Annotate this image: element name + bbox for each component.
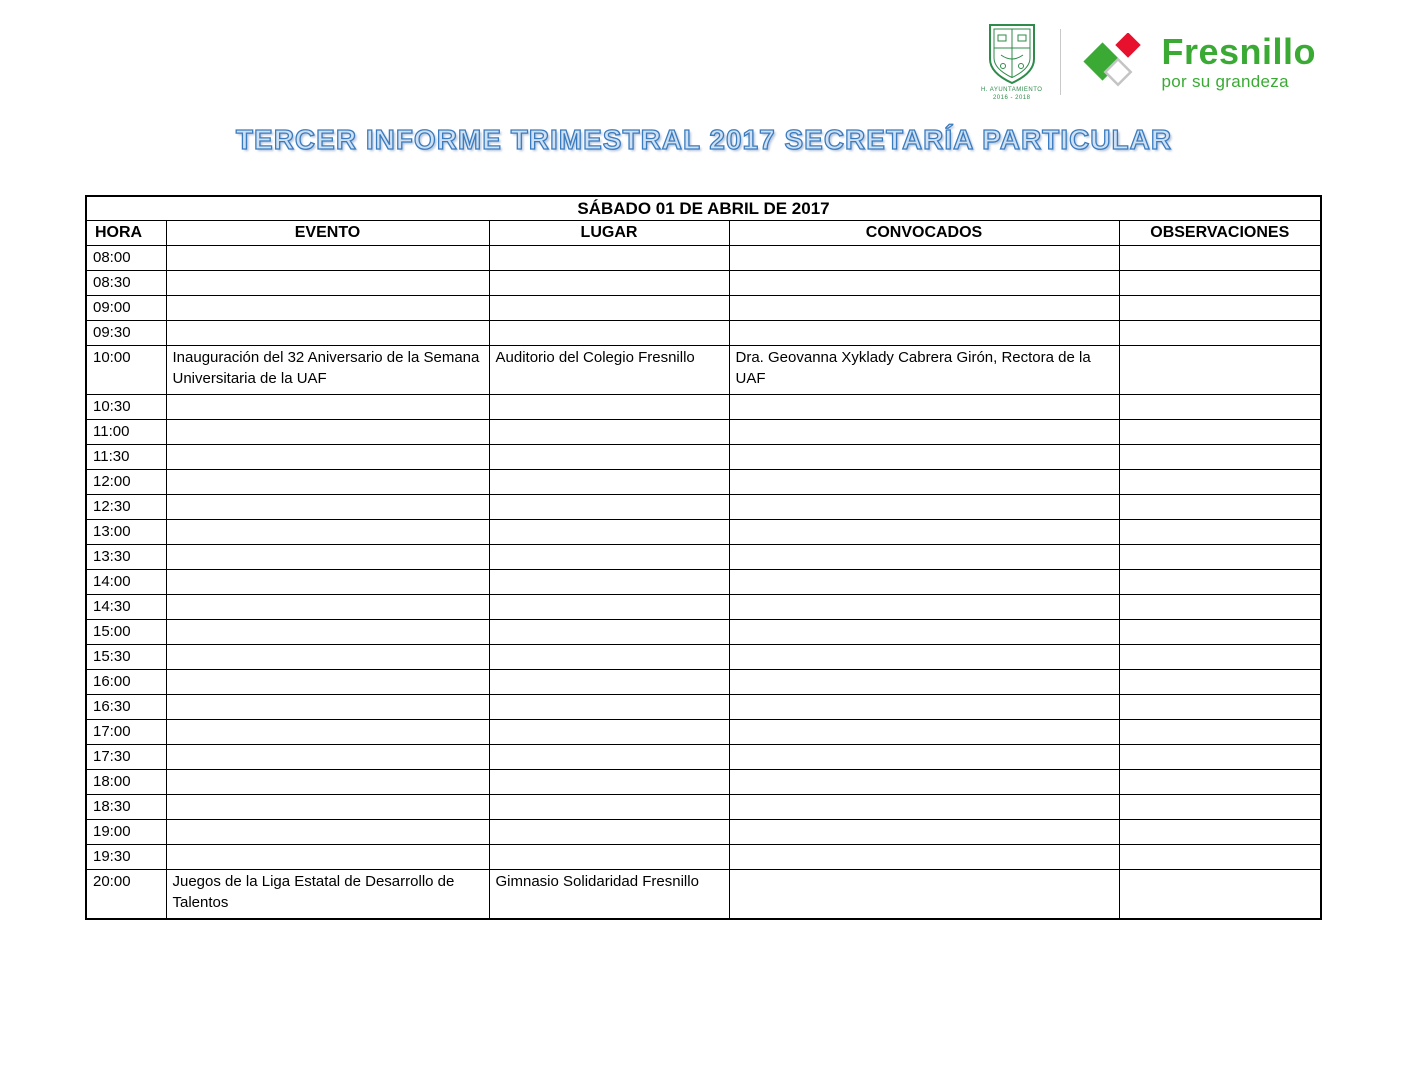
cell-hora: 10:00: [86, 346, 166, 395]
col-header-evento: EVENTO: [166, 221, 489, 246]
cell-hora: 13:00: [86, 520, 166, 545]
cell-lugar: [489, 820, 729, 845]
cell-convocados: [729, 695, 1119, 720]
cell-evento: [166, 745, 489, 770]
cell-convocados: [729, 246, 1119, 271]
fresnillo-text-block: [1161, 31, 1316, 91]
cell-observaciones: [1119, 246, 1321, 271]
cell-hora: 18:30: [86, 795, 166, 820]
cell-evento: [166, 445, 489, 470]
cell-evento: [166, 470, 489, 495]
cell-hora: 16:00: [86, 670, 166, 695]
cell-hora: 14:00: [86, 570, 166, 595]
cell-convocados: [729, 845, 1119, 870]
cell-evento: [166, 795, 489, 820]
cell-convocados: [729, 745, 1119, 770]
cell-evento: [166, 595, 489, 620]
cell-evento: [166, 620, 489, 645]
fresnillo-brand-tagline: por su grandeza: [1161, 72, 1289, 91]
fresnillo-diamonds-icon: [1079, 33, 1151, 91]
cell-observaciones: [1119, 296, 1321, 321]
table-row: [86, 520, 1321, 545]
cell-hora: 15:00: [86, 620, 166, 645]
cell-evento: [166, 545, 489, 570]
cell-evento: [166, 720, 489, 745]
cell-observaciones: [1119, 545, 1321, 570]
cell-convocados: [729, 495, 1119, 520]
table-row: [86, 495, 1321, 520]
cell-evento: [166, 845, 489, 870]
cell-observaciones: [1119, 670, 1321, 695]
cell-lugar: [489, 470, 729, 495]
cell-hora: 19:00: [86, 820, 166, 845]
column-header-row: [86, 221, 1321, 246]
crest-icon: [985, 22, 1039, 86]
header-logo-bar: [981, 22, 1316, 102]
cell-lugar: [489, 520, 729, 545]
cell-convocados: [729, 420, 1119, 445]
cell-convocados: [729, 271, 1119, 296]
cell-observaciones: [1119, 395, 1321, 420]
table-row: [86, 346, 1321, 395]
cell-observaciones: [1119, 346, 1321, 395]
table-row: [86, 820, 1321, 845]
schedule-table: [85, 195, 1322, 920]
cell-evento: [166, 670, 489, 695]
table-row: [86, 296, 1321, 321]
table-row: [86, 870, 1321, 919]
cell-evento: [166, 695, 489, 720]
cell-lugar: [489, 770, 729, 795]
cell-convocados: [729, 321, 1119, 346]
cell-lugar: [489, 795, 729, 820]
table-row: [86, 670, 1321, 695]
cell-observaciones: [1119, 271, 1321, 296]
table-row: [86, 620, 1321, 645]
cell-evento: [166, 570, 489, 595]
cell-lugar: [489, 645, 729, 670]
cell-observaciones: [1119, 770, 1321, 795]
table-row: [86, 470, 1321, 495]
cell-observaciones: [1119, 720, 1321, 745]
cell-hora: 17:00: [86, 720, 166, 745]
cell-convocados: [729, 445, 1119, 470]
day-header: SÁBADO 01 DE ABRIL DE 2017: [86, 196, 1321, 221]
cell-hora: 11:00: [86, 420, 166, 445]
page-title: TERCER INFORME TRIMESTRAL 2017 SECRETARÍA PARTICULAR: [235, 124, 1173, 155]
crest-caption-line2: 2016 - 2018: [992, 95, 1031, 101]
cell-convocados: [729, 296, 1119, 321]
cell-lugar: [489, 246, 729, 271]
cell-evento: [166, 395, 489, 420]
cell-convocados: [729, 820, 1119, 845]
cell-convocados: [729, 545, 1119, 570]
cell-lugar: [489, 271, 729, 296]
table-row: [86, 545, 1321, 570]
col-header-lugar: LUGAR: [489, 221, 729, 246]
cell-observaciones: [1119, 595, 1321, 620]
cell-lugar: [489, 296, 729, 321]
cell-convocados: [729, 870, 1119, 919]
cell-lugar: [489, 670, 729, 695]
cell-observaciones: [1119, 570, 1321, 595]
cell-lugar: [489, 745, 729, 770]
col-header-convocados: CONVOCADOS: [729, 221, 1119, 246]
table-row: [86, 321, 1321, 346]
cell-observaciones: [1119, 321, 1321, 346]
table-row: [86, 595, 1321, 620]
cell-observaciones: [1119, 845, 1321, 870]
table-row: [86, 246, 1321, 271]
table-row: [86, 845, 1321, 870]
cell-lugar: [489, 845, 729, 870]
cell-observaciones: [1119, 870, 1321, 919]
cell-evento: [166, 296, 489, 321]
cell-observaciones: [1119, 495, 1321, 520]
cell-lugar: [489, 695, 729, 720]
cell-hora: 08:00: [86, 246, 166, 271]
cell-convocados: [729, 570, 1119, 595]
cell-lugar: [489, 445, 729, 470]
schedule-table-wrap: [85, 195, 1320, 920]
table-row: [86, 271, 1321, 296]
cell-lugar: [489, 595, 729, 620]
cell-observaciones: [1119, 795, 1321, 820]
cell-hora: 10:30: [86, 395, 166, 420]
col-header-hora: HORA: [86, 221, 166, 246]
cell-convocados: [729, 720, 1119, 745]
cell-hora: 13:30: [86, 545, 166, 570]
cell-lugar: [489, 620, 729, 645]
table-row: [86, 570, 1321, 595]
cell-evento: [166, 520, 489, 545]
cell-convocados: [729, 595, 1119, 620]
cell-evento: [166, 645, 489, 670]
cell-evento: [166, 271, 489, 296]
cell-hora: 20:00: [86, 870, 166, 919]
cell-lugar: [489, 720, 729, 745]
cell-hora: 12:00: [86, 470, 166, 495]
day-header-row: [86, 196, 1321, 221]
cell-lugar: [489, 495, 729, 520]
cell-lugar: [489, 570, 729, 595]
cell-convocados: [729, 620, 1119, 645]
cell-convocados: [729, 520, 1119, 545]
logo-divider: [1060, 29, 1061, 95]
cell-convocados: [729, 670, 1119, 695]
cell-hora: 16:30: [86, 695, 166, 720]
cell-evento: [166, 495, 489, 520]
table-row: [86, 770, 1321, 795]
cell-convocados: [729, 470, 1119, 495]
table-row: [86, 795, 1321, 820]
cell-lugar: [489, 545, 729, 570]
cell-convocados: Dra. Geovanna Xyklady Cabrera Girón, Rectora de la UAF: [729, 346, 1119, 395]
cell-lugar: Auditorio del Colegio Fresnillo: [489, 346, 729, 395]
cell-observaciones: [1119, 470, 1321, 495]
cell-observaciones: [1119, 445, 1321, 470]
cell-observaciones: [1119, 645, 1321, 670]
cell-hora: 08:30: [86, 271, 166, 296]
fresnillo-brand-name: Fresnillo: [1161, 31, 1316, 72]
cell-observaciones: [1119, 820, 1321, 845]
cell-evento: [166, 321, 489, 346]
cell-evento: [166, 770, 489, 795]
cell-convocados: [729, 770, 1119, 795]
cell-observaciones: [1119, 520, 1321, 545]
cell-lugar: [489, 395, 729, 420]
cell-convocados: [729, 645, 1119, 670]
table-row: [86, 445, 1321, 470]
cell-observaciones: [1119, 420, 1321, 445]
cell-observaciones: [1119, 620, 1321, 645]
col-header-observaciones: OBSERVACIONES: [1119, 221, 1321, 246]
cell-observaciones: [1119, 745, 1321, 770]
cell-lugar: Gimnasio Solidaridad Fresnillo: [489, 870, 729, 919]
cell-hora: 09:00: [86, 296, 166, 321]
municipal-crest-logo: [981, 22, 1043, 102]
cell-lugar: [489, 321, 729, 346]
cell-evento: [166, 820, 489, 845]
cell-hora: 12:30: [86, 495, 166, 520]
table-row: [86, 695, 1321, 720]
table-row: [86, 645, 1321, 670]
cell-lugar: [489, 420, 729, 445]
cell-evento: Juegos de la Liga Estatal de Desarrollo de Talentos: [166, 870, 489, 919]
fresnillo-logo: [1079, 33, 1316, 91]
cell-observaciones: [1119, 695, 1321, 720]
table-row: [86, 395, 1321, 420]
cell-hora: 14:30: [86, 595, 166, 620]
schedule-body: [86, 246, 1321, 919]
cell-convocados: [729, 795, 1119, 820]
crest-caption-line1: H. AYUNTAMIENTO: [980, 87, 1043, 93]
cell-evento: [166, 246, 489, 271]
cell-hora: 19:30: [86, 845, 166, 870]
cell-convocados: [729, 395, 1119, 420]
cell-hora: 17:30: [86, 745, 166, 770]
cell-hora: 09:30: [86, 321, 166, 346]
cell-evento: [166, 420, 489, 445]
cell-hora: 15:30: [86, 645, 166, 670]
table-row: [86, 420, 1321, 445]
cell-hora: 18:00: [86, 770, 166, 795]
cell-hora: 11:30: [86, 445, 166, 470]
table-row: [86, 745, 1321, 770]
cell-evento: Inauguración del 32 Aniversario de la Semana Universitaria de la UAF: [166, 346, 489, 395]
table-row: [86, 720, 1321, 745]
